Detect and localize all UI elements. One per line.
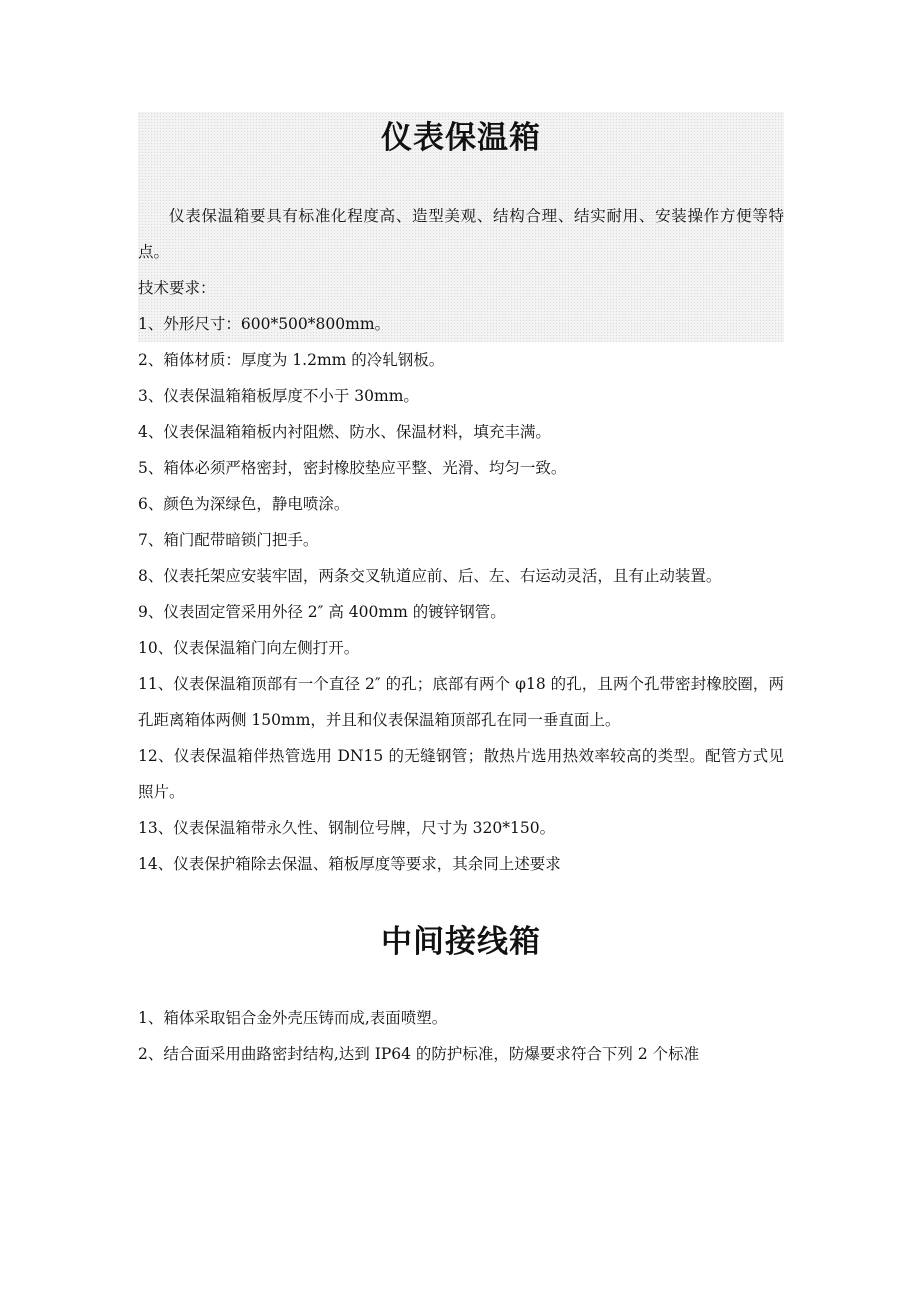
section2-requirements-list <box>138 1000 784 1072</box>
requirement-item: 4、仪表保温箱箱板内衬阻燃、防水、保温材料，填充丰满。 <box>138 423 551 441</box>
requirement-item: 3、仪表保温箱箱板厚度不小于 30mm。 <box>138 387 419 405</box>
requirement-item: 6、颜色为深绿色，静电喷涂。 <box>138 495 350 513</box>
requirement-item: 8、仪表托架应安装牢固，两条交叉轨道应前、后、左、右运动灵活，且有止动装置。 <box>138 567 722 585</box>
section1-title: 仪表保温箱 <box>381 120 541 156</box>
document-content <box>138 112 784 1072</box>
requirement-item: 1、箱体采取铝合金外壳压铸而成,表面喷塑。 <box>138 1009 448 1027</box>
requirement-item: 13、仪表保温箱带永久性、钢制位号牌，尺寸为 320*150。 <box>138 819 556 837</box>
requirement-item: 2、结合面采用曲路密封结构,达到 IP64 的防护标准，防爆要求符合下列 2 个标准 <box>138 1045 700 1063</box>
requirement-item: 5、箱体必须严格密封，密封橡胶垫应平整、光滑、均匀一致。 <box>138 459 567 477</box>
requirements-heading: 技术要求： <box>138 279 216 297</box>
requirement-item: 1、外形尺寸：600*500*800mm。 <box>138 315 391 333</box>
requirement-item: 7、箱门配带暗锁门把手。 <box>138 531 319 549</box>
section2-title: 中间接线箱 <box>381 924 541 960</box>
requirement-item: 14、仪表保护箱除去保温、箱板厚度等要求，其余同上述要求 <box>138 855 561 873</box>
requirement-item: 9、仪表固定管采用外径 2″ 高 400mm 的镀锌钢管。 <box>138 603 506 621</box>
requirement-item: 11、仪表保温箱顶部有一个直径 2″ 的孔；底部有两个 φ18 的孔，且两个孔带密封橡胶圈，两孔距离箱体两侧 150mm，并且和仪表保温箱顶部孔在同一垂直面上。 <box>138 675 784 729</box>
requirement-item: 12、仪表保温箱伴热管选用 DN15 的无缝钢管；散热片选用热效率较高的类型。配管方式见照片。 <box>138 747 784 801</box>
requirement-item: 10、仪表保温箱门向左侧打开。 <box>138 639 360 657</box>
section1-requirements-list <box>138 306 784 882</box>
requirement-item: 2、箱体材质：厚度为 1.2mm 的冷轧钢板。 <box>138 351 445 369</box>
section1-intro: 仪表保温箱要具有标准化程度高、造型美观、结构合理、结实耐用、安装操作方便等特点。 <box>138 207 784 261</box>
